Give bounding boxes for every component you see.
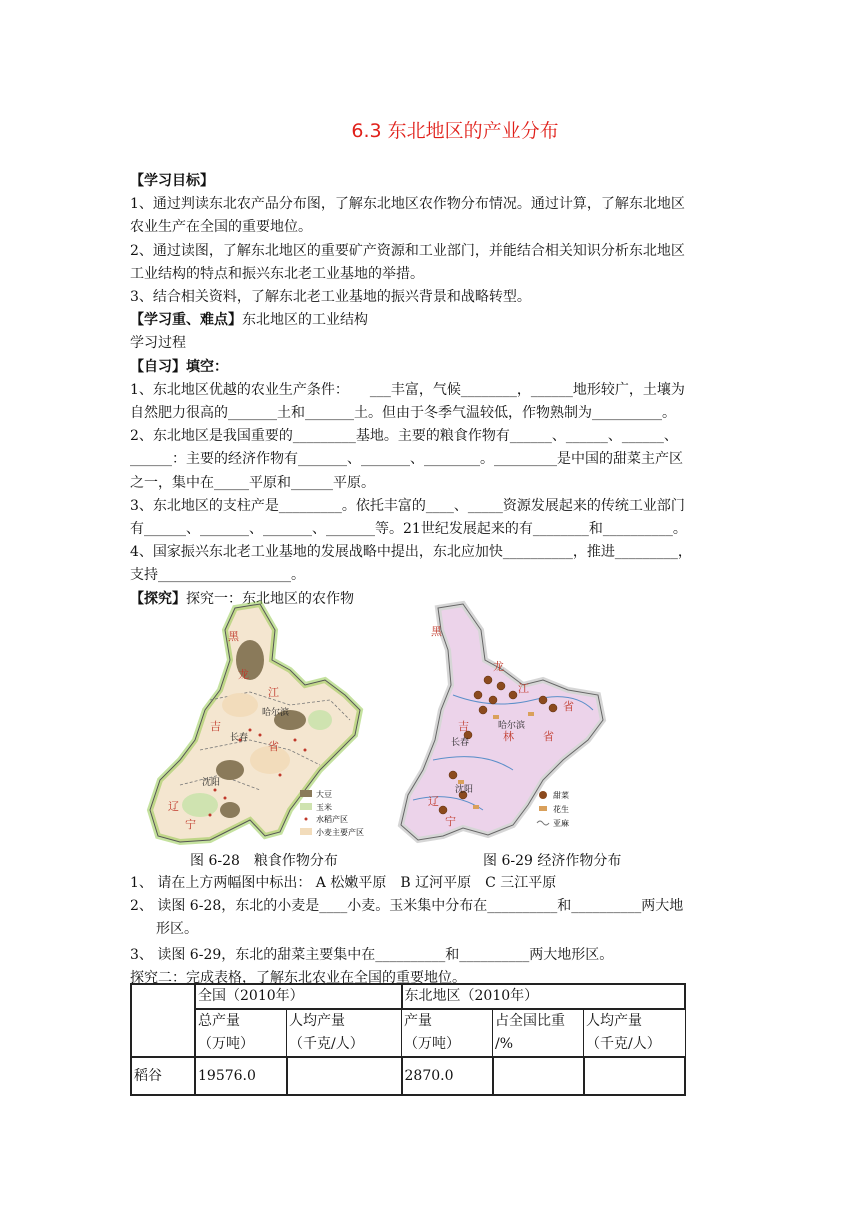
map1-legend-item: 大豆 bbox=[316, 790, 332, 799]
map1-label: 龙 bbox=[238, 668, 249, 681]
production-table bbox=[130, 983, 686, 1096]
map1-city-label: 哈尔滨 bbox=[262, 708, 290, 718]
process-label: 学习过程 bbox=[130, 335, 186, 352]
map1-label: 省 bbox=[268, 740, 279, 753]
map1-legend bbox=[300, 789, 364, 837]
table-header: 产量 （万吨） bbox=[402, 1009, 493, 1057]
table-header: 总产量 （万吨） bbox=[195, 1009, 287, 1057]
soybean-legend-swatch bbox=[300, 790, 312, 797]
sugar-beet-legend-swatch bbox=[539, 791, 547, 799]
map1-label: 辽 bbox=[168, 800, 179, 813]
fill-blank-line: 有______、_______、_______、_______等。21世纪发展起来的有________和__________。 bbox=[130, 521, 687, 538]
map1-legend-item: 玉米 bbox=[316, 803, 332, 812]
flax-legend-swatch bbox=[537, 821, 549, 825]
table-row bbox=[131, 1009, 685, 1057]
map2-label: 辽 bbox=[428, 795, 439, 808]
table-cell: 19576.0 bbox=[195, 1057, 287, 1095]
map2-label: 林 bbox=[503, 730, 514, 743]
figure-caption-economic: 图 6-29 经济作物分布 bbox=[483, 853, 622, 869]
keypoints-line bbox=[130, 309, 730, 332]
map2-city-label: 沈阳 bbox=[455, 785, 474, 795]
table-cell: 2870.0 bbox=[402, 1057, 493, 1095]
objective-line: 2、通过读图，了解东北地区的重要矿产资源和工业部门，并能结合相关知识分析东北地区 bbox=[130, 242, 685, 259]
map1-label: 江 bbox=[268, 686, 279, 699]
peanut-legend-swatch bbox=[539, 806, 547, 811]
figure-caption-grain: 图 6-28 粮食作物分布 bbox=[190, 853, 338, 869]
table-cell: 稻谷 bbox=[131, 1057, 195, 1095]
questions-section bbox=[130, 872, 730, 990]
map1-legend-item: 水稻产区 bbox=[316, 815, 348, 824]
table-cell-blank[interactable] bbox=[287, 1057, 402, 1095]
rice-legend-swatch bbox=[305, 818, 308, 821]
table-header: 占全国比重 /% bbox=[493, 1009, 584, 1057]
keypoints-text: 东北地区的工业结构 bbox=[242, 312, 368, 329]
fill-blank-line: ______：主要的经济作物有_______、_______、________。_________是中国的甜菜主产区 bbox=[130, 451, 683, 468]
fill-blank-line: 自然肥力很高的_______土和_______土。但由于冬季气温较低，作物熟制为__________。 bbox=[130, 405, 676, 422]
map2-label: 省 bbox=[563, 700, 574, 713]
table-row bbox=[131, 984, 685, 1009]
objective-line: 1、通过判读东北农产品分布图，了解东北地区农作物分布情况。通过计算，了解东北地区 bbox=[130, 196, 685, 213]
keypoints-heading: 【学习重、难点】 bbox=[130, 312, 242, 329]
table-header-national: 全国（2010年） bbox=[195, 984, 402, 1009]
map2-label: 宁 bbox=[445, 815, 456, 828]
table-header: 人均产量 （千克/人） bbox=[584, 1009, 686, 1057]
self-study-heading: 【自习】填空： bbox=[130, 358, 228, 375]
table-cell bbox=[131, 984, 195, 1057]
map2-label: 龙 bbox=[493, 660, 504, 673]
objective-line: 3、结合相关资料，了解东北老工业基地的振兴背景和战略转型。 bbox=[130, 289, 531, 306]
table-cell-blank[interactable] bbox=[493, 1057, 584, 1095]
fill-blank-line: 支持___________________。 bbox=[130, 567, 305, 584]
fill-blank-line: 3、东北地区的支柱产是_________。依托丰富的____、_____资源发展起来的传统工业部门 bbox=[130, 497, 685, 514]
objectives-heading: 【学习目标】 bbox=[130, 173, 214, 189]
map1-label: 吉 bbox=[210, 720, 221, 733]
question-line: 2、 读图 6-28，东北的小麦是____小麦。玉米集中分布在__________和__________两大地 bbox=[130, 897, 684, 914]
fill-blank-line: 之一，集中在_____平原和______平原。 bbox=[130, 474, 375, 491]
worksheet-body bbox=[130, 170, 730, 611]
wheat-legend-swatch bbox=[300, 828, 312, 835]
map1-label: 宁 bbox=[185, 818, 196, 831]
question-line: 形区。 bbox=[156, 920, 198, 937]
explore-two-title: 探究二：完成表格，了解东北农业在全国的重要地位。 bbox=[130, 970, 466, 987]
corn-legend-swatch bbox=[300, 803, 312, 810]
page-title: 6.3 东北地区的产业分布 bbox=[351, 120, 559, 142]
explore-one-title: 探究一：东北地区的农作物 bbox=[186, 590, 354, 607]
table-row bbox=[131, 1057, 685, 1095]
map2-legend-item: 花生 bbox=[553, 805, 569, 814]
table-header-northeast: 东北地区（2010年） bbox=[402, 984, 686, 1009]
question-line: 3、 读图 6-29，东北的甜菜主要集中在__________和__________两大地形区。 bbox=[130, 947, 614, 964]
map2-legend-item: 甜菜 bbox=[553, 791, 569, 800]
explore-heading: 【探究】 bbox=[130, 590, 186, 607]
map2-label: 省 bbox=[543, 730, 554, 743]
map2-label: 吉 bbox=[458, 720, 469, 733]
fill-blank-line: 2、东北地区是我国重要的_________基地。主要的粮食作物有______、______、______、 bbox=[130, 428, 678, 445]
grain-crop-map bbox=[140, 600, 372, 846]
table-header: 人均产量 （千克/人） bbox=[287, 1009, 402, 1057]
map1-city-label: 沈阳 bbox=[202, 778, 221, 788]
table-cell-blank[interactable] bbox=[584, 1057, 686, 1095]
map2-city-label: 长春 bbox=[451, 738, 470, 748]
map2-city-label: 哈尔滨 bbox=[498, 721, 526, 731]
map2-legend bbox=[537, 790, 569, 828]
map1-label: 黑 bbox=[228, 630, 239, 643]
fill-blank-line: 1、东北地区优越的农业生产条件： ___丰富，气候________，______地形较广，土壤为 bbox=[130, 381, 685, 398]
objective-line: 农业生产在全国的重要地位。 bbox=[130, 219, 312, 236]
objective-line: 工业结构的特点和振兴东北老工业基地的举措。 bbox=[130, 265, 424, 282]
economic-crop-map bbox=[393, 600, 623, 846]
question-line: 1、 请在上方两幅图中标出： A 松嫩平原 B 辽河平原 C 三江平原 bbox=[130, 875, 557, 891]
map1-city-label: 长春 bbox=[230, 733, 249, 743]
map2-legend-item: 亚麻 bbox=[553, 819, 569, 828]
fill-blank-line: 4、国家振兴东北老工业基地的发展战略中提出，东北应加快__________，推进_________， bbox=[130, 544, 692, 561]
map1-legend-item: 小麦主要产区 bbox=[316, 828, 364, 837]
map2-label: 黑 bbox=[431, 625, 442, 638]
map2-label: 江 bbox=[518, 682, 529, 695]
